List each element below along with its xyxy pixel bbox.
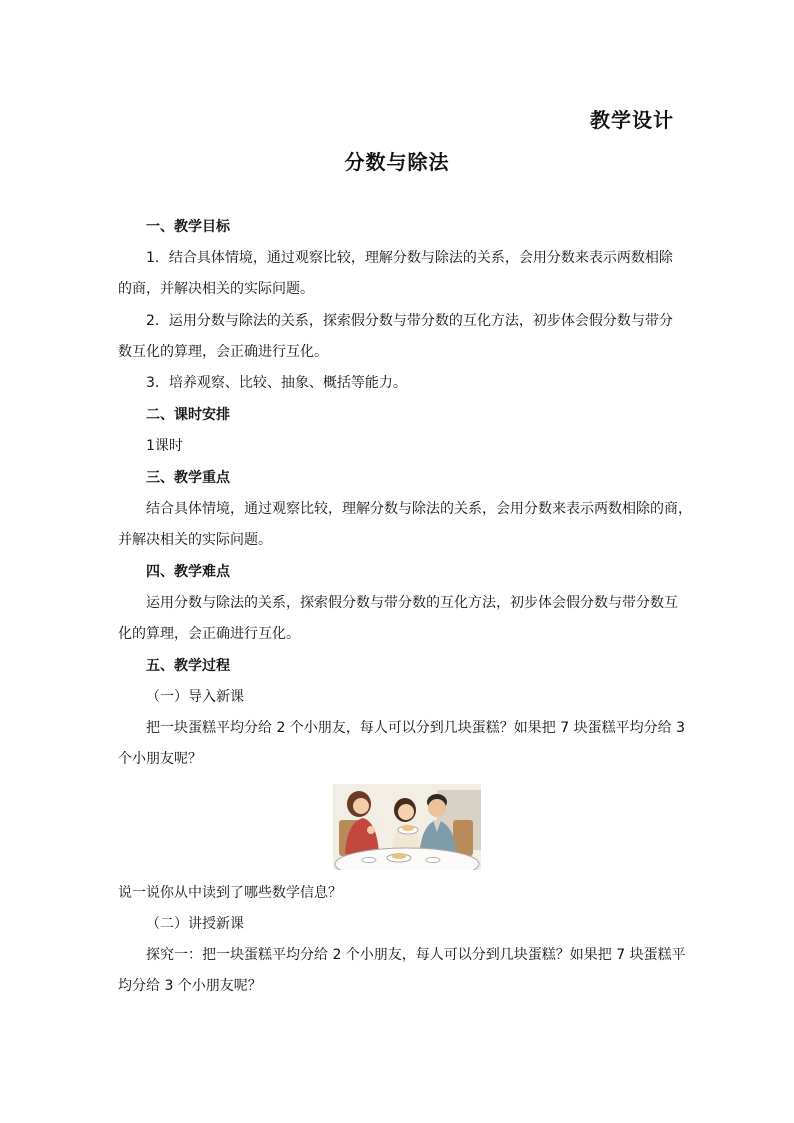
subheading-new-lesson: （二）讲授新课 (146, 916, 244, 932)
section-heading-difficulty: 四、教学难点 (146, 564, 230, 580)
schedule-text: 1课时 (146, 438, 183, 454)
difficulty-line-2: 化的算理，会正确进行互化。 (118, 626, 300, 642)
section-heading-goals: 一、教学目标 (146, 219, 230, 235)
goal-2-line-2: 数互化的算理，会正确进行互化。 (118, 344, 328, 360)
section-heading-schedule: 二、课时安排 (146, 407, 230, 423)
key-point-line-2: 并解决相关的实际问题。 (118, 532, 272, 548)
difficulty-line-1: 运用分数与除法的关系，探索假分数与带分数的互化方法，初步体会假分数与带分数互 (146, 595, 678, 611)
subheading-intro: （一）导入新课 (146, 689, 244, 705)
goal-2-line-1: 2．运用分数与除法的关系，探索假分数与带分数的互化方法，初步体会假分数与带分 (146, 313, 673, 329)
intro-line-1: 把一块蛋糕平均分给 2 个小朋友，每人可以分到几块蛋糕？如果把 7 块蛋糕平均分给 3 (146, 720, 685, 736)
document-type-label: 教学设计 (590, 108, 674, 132)
intro-line-2: 个小朋友呢？ (118, 751, 202, 767)
goal-1-line-1: 1．结合具体情境，通过观察比较，理解分数与除法的关系，会用分数来表示两数相除 (146, 250, 673, 266)
goal-3: 3．培养观察、比较、抽象、概括等能力。 (146, 375, 407, 391)
key-point-line-1: 结合具体情境，通过观察比较，理解分数与除法的关系，会用分数来表示两数相除的商， (146, 501, 692, 517)
explore-line-1: 探究一：把一块蛋糕平均分给 2 个小朋友，每人可以分到几块蛋糕？如果把 7 块蛋糕平 (146, 947, 686, 963)
section-heading-key-point: 三、教学重点 (146, 470, 230, 486)
discussion-question: 说一说你从中读到了哪些数学信息？ (118, 885, 342, 901)
page-title: 分数与除法 (344, 150, 450, 174)
family-cake-illustration (333, 784, 481, 870)
goal-1-line-2: 的商，并解决相关的实际问题。 (118, 281, 314, 297)
section-heading-process: 五、教学过程 (146, 658, 230, 674)
explore-line-2: 均分给 3 个小朋友呢？ (118, 978, 262, 994)
